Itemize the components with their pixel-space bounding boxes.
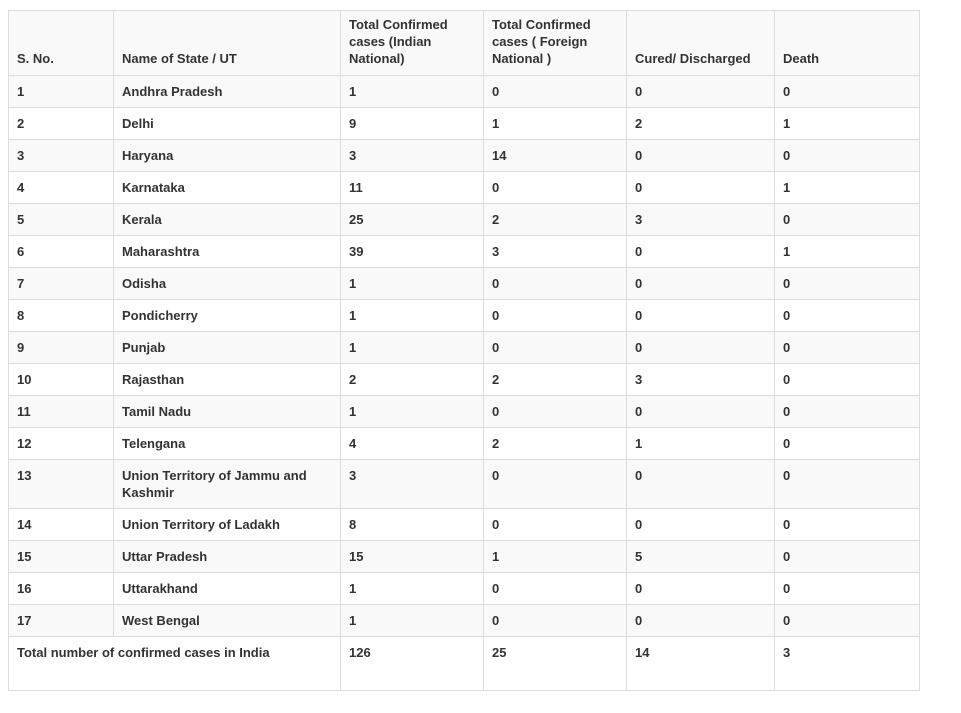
cell-state: Uttar Pradesh <box>114 541 341 573</box>
cell-indian-cases: 1 <box>341 268 484 300</box>
cell-cured: 0 <box>627 172 775 204</box>
total-indian: 126 <box>341 637 484 691</box>
cell-state: Union Territory of Ladakh <box>114 509 341 541</box>
cell-state: Haryana <box>114 140 341 172</box>
cell-indian-cases: 3 <box>341 140 484 172</box>
cell-cured: 0 <box>627 332 775 364</box>
covid-cases-table <box>8 10 920 691</box>
cell-death: 0 <box>775 541 920 573</box>
total-foreign: 25 <box>484 637 627 691</box>
cell-death: 0 <box>775 140 920 172</box>
cell-sno: 3 <box>9 140 114 172</box>
cell-sno: 4 <box>9 172 114 204</box>
table-row <box>9 364 920 396</box>
cell-cured: 0 <box>627 236 775 268</box>
table-body <box>9 76 920 691</box>
cell-death: 1 <box>775 108 920 140</box>
cell-indian-cases: 1 <box>341 605 484 637</box>
cell-state: Punjab <box>114 332 341 364</box>
cell-foreign-cases: 0 <box>484 268 627 300</box>
cell-sno: 7 <box>9 268 114 300</box>
cell-sno: 14 <box>9 509 114 541</box>
cell-foreign-cases: 0 <box>484 396 627 428</box>
cell-cured: 1 <box>627 428 775 460</box>
table-row <box>9 541 920 573</box>
cell-death: 0 <box>775 332 920 364</box>
cell-state: Uttarakhand <box>114 573 341 605</box>
total-row <box>9 637 920 691</box>
cell-foreign-cases: 0 <box>484 573 627 605</box>
total-label: Total number of confirmed cases in India <box>9 637 341 691</box>
total-cured: 14 <box>627 637 775 691</box>
table-row <box>9 108 920 140</box>
cell-sno: 10 <box>9 364 114 396</box>
cell-sno: 17 <box>9 605 114 637</box>
cell-cured: 0 <box>627 396 775 428</box>
cell-foreign-cases: 2 <box>484 204 627 236</box>
table-row <box>9 509 920 541</box>
cell-indian-cases: 3 <box>341 460 484 509</box>
table-row <box>9 140 920 172</box>
cell-foreign-cases: 1 <box>484 541 627 573</box>
cell-sno: 1 <box>9 76 114 108</box>
cell-indian-cases: 39 <box>341 236 484 268</box>
cell-foreign-cases: 1 <box>484 108 627 140</box>
cell-cured: 3 <box>627 364 775 396</box>
table-row <box>9 204 920 236</box>
cell-state: Tamil Nadu <box>114 396 341 428</box>
cell-cured: 0 <box>627 460 775 509</box>
cell-state: Rajasthan <box>114 364 341 396</box>
cell-death: 0 <box>775 460 920 509</box>
cell-indian-cases: 1 <box>341 76 484 108</box>
table-row <box>9 76 920 108</box>
cell-indian-cases: 1 <box>341 573 484 605</box>
cell-sno: 11 <box>9 396 114 428</box>
cell-foreign-cases: 0 <box>484 605 627 637</box>
cell-foreign-cases: 0 <box>484 300 627 332</box>
cell-sno: 8 <box>9 300 114 332</box>
cell-state: Delhi <box>114 108 341 140</box>
header-indian-cases: Total Confirmed cases (Indian National) <box>341 11 484 76</box>
cell-death: 0 <box>775 509 920 541</box>
cell-sno: 12 <box>9 428 114 460</box>
cell-cured: 0 <box>627 605 775 637</box>
cell-foreign-cases: 0 <box>484 460 627 509</box>
cell-indian-cases: 2 <box>341 364 484 396</box>
cell-indian-cases: 1 <box>341 332 484 364</box>
cell-state: Kerala <box>114 204 341 236</box>
cell-foreign-cases: 2 <box>484 364 627 396</box>
cell-state: Andhra Pradesh <box>114 76 341 108</box>
cell-death: 0 <box>775 364 920 396</box>
cell-cured: 0 <box>627 140 775 172</box>
table-row <box>9 428 920 460</box>
cell-sno: 15 <box>9 541 114 573</box>
cell-cured: 0 <box>627 268 775 300</box>
table-row <box>9 268 920 300</box>
cell-state: Odisha <box>114 268 341 300</box>
cell-indian-cases: 1 <box>341 300 484 332</box>
cell-death: 0 <box>775 605 920 637</box>
cell-state: Maharashtra <box>114 236 341 268</box>
table-row <box>9 172 920 204</box>
cell-death: 1 <box>775 236 920 268</box>
cell-indian-cases: 1 <box>341 396 484 428</box>
cell-foreign-cases: 0 <box>484 509 627 541</box>
cell-indian-cases: 9 <box>341 108 484 140</box>
table-row <box>9 396 920 428</box>
cell-death: 0 <box>775 300 920 332</box>
header-sno: S. No. <box>9 11 114 76</box>
cell-state: Karnataka <box>114 172 341 204</box>
cell-cured: 0 <box>627 76 775 108</box>
cell-foreign-cases: 3 <box>484 236 627 268</box>
table-row <box>9 236 920 268</box>
cell-sno: 13 <box>9 460 114 509</box>
cases-table-container <box>8 10 919 691</box>
cell-death: 0 <box>775 428 920 460</box>
cell-death: 0 <box>775 573 920 605</box>
cell-foreign-cases: 0 <box>484 76 627 108</box>
cell-cured: 2 <box>627 108 775 140</box>
cell-cured: 5 <box>627 541 775 573</box>
cell-foreign-cases: 2 <box>484 428 627 460</box>
cell-cured: 0 <box>627 300 775 332</box>
cell-foreign-cases: 14 <box>484 140 627 172</box>
cell-indian-cases: 11 <box>341 172 484 204</box>
total-death: 3 <box>775 637 920 691</box>
cell-sno: 2 <box>9 108 114 140</box>
table-row <box>9 300 920 332</box>
cell-indian-cases: 4 <box>341 428 484 460</box>
cell-sno: 5 <box>9 204 114 236</box>
header-cured: Cured/ Discharged <box>627 11 775 76</box>
header-death: Death <box>775 11 920 76</box>
cell-indian-cases: 8 <box>341 509 484 541</box>
cell-cured: 3 <box>627 204 775 236</box>
cell-indian-cases: 15 <box>341 541 484 573</box>
header-foreign-cases: Total Confirmed cases ( Foreign National ) <box>484 11 627 76</box>
cell-foreign-cases: 0 <box>484 172 627 204</box>
cell-sno: 6 <box>9 236 114 268</box>
table-header-row <box>9 11 920 76</box>
cell-death: 0 <box>775 396 920 428</box>
cell-state: West Bengal <box>114 605 341 637</box>
cell-indian-cases: 25 <box>341 204 484 236</box>
table-row <box>9 605 920 637</box>
cell-cured: 0 <box>627 573 775 605</box>
cell-death: 1 <box>775 172 920 204</box>
cell-death: 0 <box>775 268 920 300</box>
cell-state: Union Territory of Jammu and Kashmir <box>114 460 341 509</box>
cell-death: 0 <box>775 76 920 108</box>
table-row <box>9 332 920 364</box>
table-row <box>9 573 920 605</box>
cell-foreign-cases: 0 <box>484 332 627 364</box>
cell-death: 0 <box>775 204 920 236</box>
cell-sno: 16 <box>9 573 114 605</box>
cell-sno: 9 <box>9 332 114 364</box>
cell-state: Telengana <box>114 428 341 460</box>
header-state: Name of State / UT <box>114 11 341 76</box>
cell-cured: 0 <box>627 509 775 541</box>
table-row <box>9 460 920 509</box>
cell-state: Pondicherry <box>114 300 341 332</box>
